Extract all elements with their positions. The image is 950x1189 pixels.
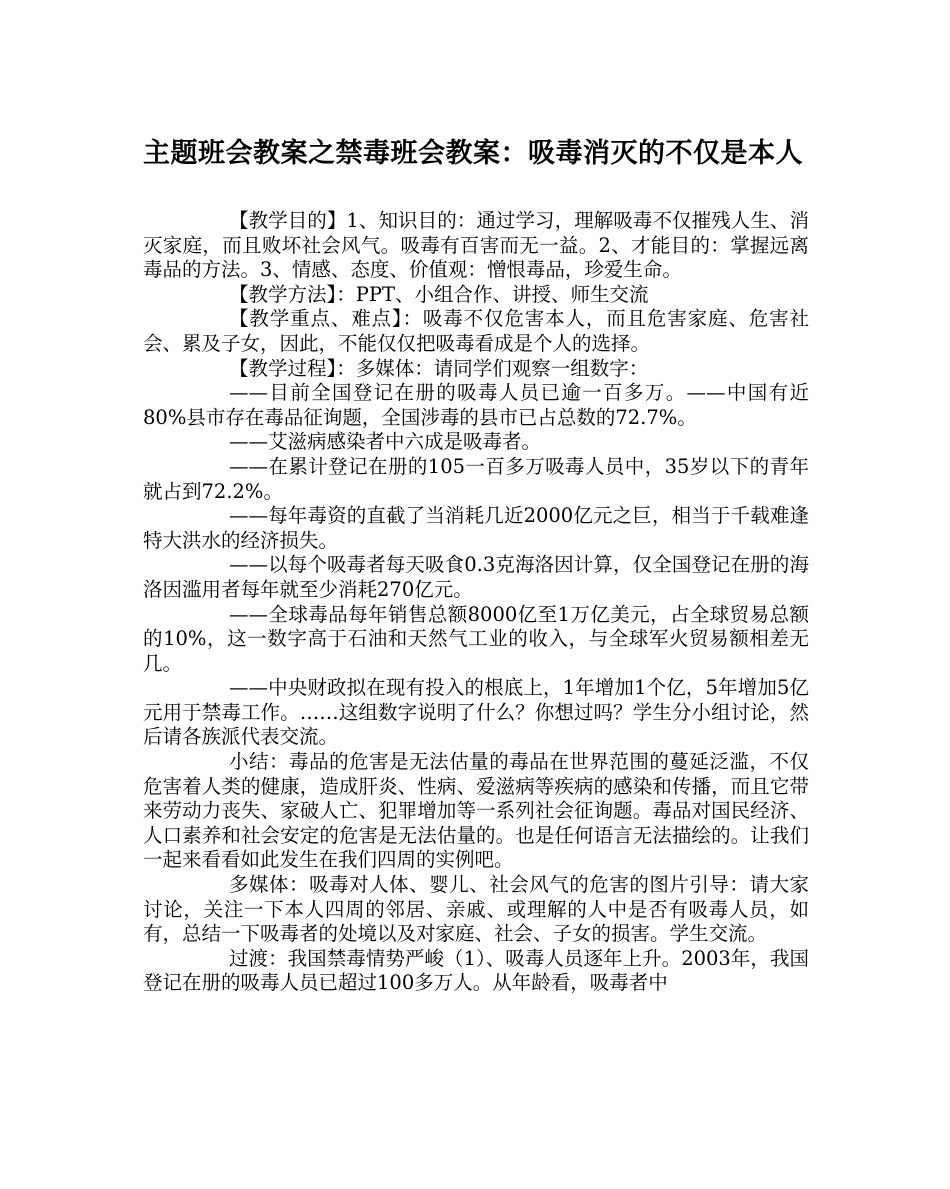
paragraph-teaching-objectives: 【教学目的】1、知识目的：通过学习，理解吸毒不仅摧残人生、消灭家庭，而且败坏社会风气。吸毒有百害而无一益。2、才能目的：掌握远离毒品的方法。3、情感、态度、价值观：憎恨毒品，珍爱生命。 [143, 209, 809, 282]
paragraph-statistic: ——以每个吸毒者每天吸食0.3克海洛因计算，仅全国登记在册的海洛因滥用者每年就至少消耗270亿元。 [143, 553, 809, 601]
paragraph-statistic: ——中央财政拟在现有投入的根底上，1年增加1个亿，5年增加5亿元用于禁毒工作。……这组数字说明了什么？你想过吗？学生分小组讨论，然后请各族派代表交流。 [143, 676, 809, 749]
paragraph-key-points: 【教学重点、难点】：吸毒不仅危害本人，而且危害家庭、危害社会、累及子女，因此，不能仅仅把吸毒看成是个人的选择。 [143, 307, 809, 355]
paragraph-teaching-methods: 【教学方法】：PPT、小组合作、讲授、师生交流 [229, 282, 649, 306]
paragraph-statistic: ——艾滋病感染者中六成是吸毒者。 [229, 430, 542, 454]
paragraph-statistic: ——每年毒资的直截了当消耗几近2000亿元之巨，相当于千载难逢特大洪水的经济损失。 [143, 504, 809, 552]
paragraph-statistic: ——目前全国登记在册的吸毒人员已逾一百多万。——中国有近80%县市存在毒品征询题，全国涉毒的县市已占总数的72.7%。 [143, 381, 809, 429]
paragraph-multimedia: 多媒体：吸毒对人体、婴儿、社会风气的危害的图片引导：请大家讨论，关注一下本人四周的邻居、亲戚、或理解的人中是否有吸毒人员，如有，总结一下吸毒者的处境以及对家庭、社会、子女的损害。学生交流。 [143, 873, 809, 946]
document-title: 主题班会教案之禁毒班会教案：吸毒消灭的不仅是本人 [143, 138, 803, 169]
paragraph-statistic: ——在累计登记在册的105一百多万吸毒人员中，35岁以下的青年就占到72.2%。 [143, 454, 809, 503]
paragraph-statistic: ——全球毒品每年销售总额8000亿至1万亿美元，占全球贸易总额的10%，这一数字高于石油和天然气工业的收入，与全球军火贸易额相差无几。 [143, 602, 809, 675]
paragraph-transition: 过渡：我国禁毒情势严峻（1）、吸毒人员逐年上升。2003年，我国登记在册的吸毒人员已超过100多万人。从年龄看，吸毒者中 [143, 946, 809, 995]
document-body [143, 209, 809, 996]
paragraph-summary: 小结：毒品的危害是无法估量的毒品在世界范围的蔓延泛滥，不仅危害着人类的健康，造成肝炎、性病、爱滋病等疾病的感染和传播，而且它带来劳动力丧失、家破人亡、犯罪增加等一系列社会征询题。毒品对国民经济、人口素养和社会安定的危害是无法估量的。也是任何语言无法描绘的。让我们一起来看看如此发生在我们四周的实例吧。 [143, 750, 809, 872]
paragraph-teaching-process: 【教学过程】：多媒体：请同学们观察一组数字： [229, 356, 649, 380]
